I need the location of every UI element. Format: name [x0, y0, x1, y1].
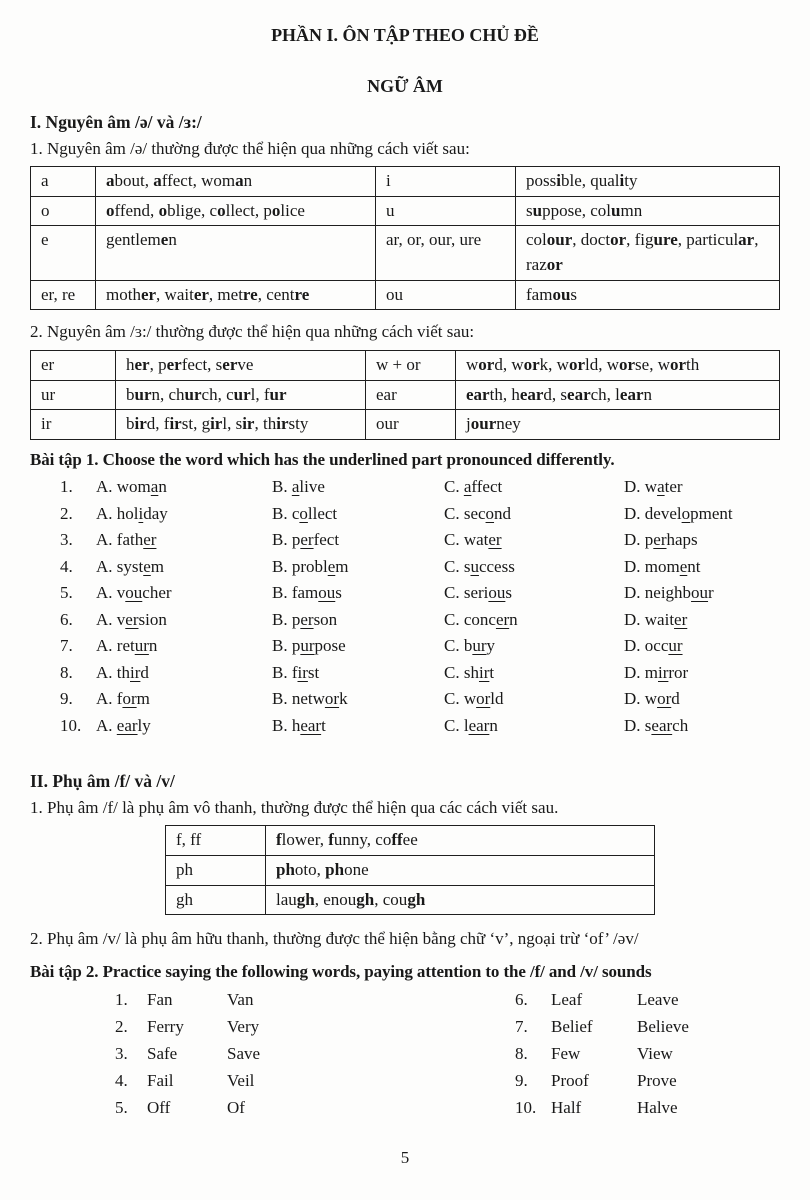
f-table-cell: ph [166, 856, 266, 886]
word-pair-row [115, 990, 515, 1017]
exercise1-option: A. system [96, 556, 165, 576]
schwa-table-cell: gentlemen [96, 226, 376, 280]
exercise1-option: A. third [96, 662, 149, 682]
schwa-table-cell: mother, waiter, metre, centre [96, 280, 376, 310]
exercise1-option: 2. [60, 503, 73, 523]
er-table-cell: ir [31, 410, 116, 440]
exercise2-heading: Bài tập 2. Practice saying the following words, paying attention to the /f/ and /v/ sounds [30, 961, 652, 981]
word-pair-cell: 1. [115, 990, 128, 1010]
schwa-table-cell: about, affect, woman [96, 167, 376, 197]
word-pair-cell: Safe [147, 1044, 178, 1064]
exercise1-option: 5. [60, 583, 73, 603]
f-table-cell: f, ff [166, 826, 266, 856]
word-pair-cell: 3. [115, 1044, 128, 1064]
exercise1-option: D. mirror [624, 662, 689, 682]
exercise1-option: A. early [96, 715, 151, 735]
exercise1-item [60, 477, 780, 504]
word-pair-cell: Ferry [147, 1017, 184, 1037]
exercise1-option: A. return [96, 636, 158, 656]
er-table-cell: journey [456, 410, 780, 440]
word-pair-cell: 5. [115, 1098, 128, 1118]
exercise1-option: 9. [60, 689, 73, 709]
f-table-row [166, 826, 655, 856]
word-pair-cell: Half [551, 1098, 582, 1118]
word-pair-cell: Off [147, 1098, 171, 1118]
word-pair-cell: 8. [515, 1044, 528, 1064]
exercise1-option: A. holiday [96, 503, 168, 523]
exercise1-option: C. success [444, 556, 515, 576]
exercise1-option: A. version [96, 609, 167, 629]
schwa-table-row [31, 167, 780, 197]
er-vowel-spelling-table [30, 350, 780, 440]
exercise1-option: B. collect [272, 503, 338, 523]
exercise1-option: 7. [60, 636, 73, 656]
exercise1-item [60, 504, 780, 531]
word-pair-cell: Halve [637, 1098, 678, 1118]
word-pair-row [515, 1098, 689, 1125]
word-pair-row [115, 1017, 515, 1044]
er-table-cell: earth, heard, search, learn [456, 380, 780, 410]
er-table-cell: word, work, world, worse, worth [456, 351, 780, 381]
exercise1-option: B. alive [272, 477, 325, 497]
exercise1-option: A. woman [96, 477, 167, 497]
word-pair-cell: Van [227, 990, 254, 1010]
schwa-table-cell: i [376, 167, 516, 197]
topic-title: NGỮ ÂM [367, 76, 443, 97]
schwa-table-cell: u [376, 196, 516, 226]
exercise1-option: A. father [96, 530, 157, 550]
word-pair-cell: Very [227, 1017, 260, 1037]
f-table-cell: gh [166, 885, 266, 915]
exercise1-item [60, 583, 780, 610]
exercise1-item [60, 610, 780, 637]
exercise1-option: D. development [624, 503, 733, 523]
exercise1-item [60, 716, 780, 743]
word-pair-row [115, 1071, 515, 1098]
exercise1-option: B. famous [272, 583, 342, 603]
word-pair-row [515, 1071, 689, 1098]
er-table-cell: w + or [366, 351, 456, 381]
f-table-cell: photo, phone [266, 856, 655, 886]
exercise1-option: B. purpose [272, 636, 346, 656]
er-table-cell: burn, church, curl, fur [116, 380, 366, 410]
exercise1-list [60, 477, 780, 742]
word-pair-cell: Belief [551, 1017, 593, 1037]
word-pair-cell: 10. [515, 1098, 537, 1118]
exercise1-option: D. moment [624, 556, 701, 576]
f-table-row [166, 885, 655, 915]
f-consonant-spelling-table [165, 825, 655, 915]
exercise1-option: D. search [624, 715, 689, 735]
schwa-table-cell: possible, quality [516, 167, 780, 197]
exercise1-option: 8. [60, 662, 73, 682]
word-pair-cell: Fan [147, 990, 173, 1010]
exercise1-option: D. perhaps [624, 530, 698, 550]
er-table-row [31, 380, 780, 410]
exercise1-item [60, 530, 780, 557]
exercise1-option: C. learn [444, 715, 498, 735]
section1-intro-2: 2. Nguyên âm /ɜ:/ thường được thể hiện qua những cách viết sau: [30, 322, 475, 342]
exercise1-option: 4. [60, 556, 73, 576]
schwa-table-row [31, 196, 780, 226]
word-pair-cell: Leave [637, 990, 679, 1010]
word-pair-cell: 4. [115, 1071, 128, 1091]
exercise1-option: D. water [624, 477, 683, 497]
f-table-cell: flower, funny, coffee [266, 826, 655, 856]
word-pair-cell: View [637, 1044, 673, 1064]
word-pair-cell: Fail [147, 1071, 174, 1091]
exercise1-option: B. person [272, 609, 338, 629]
word-pair-row [115, 1044, 515, 1071]
word-pair-cell: Veil [227, 1071, 255, 1091]
schwa-table-cell: offend, oblige, collect, police [96, 196, 376, 226]
er-table-cell: bird, first, girl, sir, thirsty [116, 410, 366, 440]
exercise1-option: C. concern [444, 609, 518, 629]
page-number: 5 [400, 1148, 410, 1167]
er-table-cell: ur [31, 380, 116, 410]
schwa-table-cell: famous [516, 280, 780, 310]
exercise1-option: C. serious [444, 583, 513, 603]
word-pair-cell: Few [551, 1044, 581, 1064]
word-pair-cell: 6. [515, 990, 528, 1010]
exercise1-option: D. occur [624, 636, 683, 656]
exercise1-option: 1. [60, 477, 73, 497]
word-pair-cell: 7. [515, 1017, 528, 1037]
exercise1-item [60, 557, 780, 584]
section1-heading: I. Nguyên âm /ə/ và /ɜ:/ [30, 111, 202, 132]
exercise2-list [115, 990, 780, 1125]
part-title: PHẦN I. ÔN TẬP THEO CHỦ ĐỀ [271, 25, 539, 45]
er-table-row [31, 351, 780, 381]
exercise1-option: C. world [444, 689, 504, 709]
word-pair-cell: Of [227, 1098, 245, 1118]
er-table-cell: her, perfect, serve [116, 351, 366, 381]
word-pair-cell: Believe [637, 1017, 689, 1037]
section2-intro-1: 1. Phụ âm /f/ là phụ âm vô thanh, thường được thể hiện qua các cách viết sau. [30, 797, 559, 817]
exercise1-option: C. second [444, 503, 512, 523]
word-pair-cell: 9. [515, 1071, 528, 1091]
exercise1-option: D. word [624, 689, 680, 709]
exercise1-option: C. affect [444, 477, 503, 497]
exercise1-item [60, 663, 780, 690]
word-pair-row [115, 1098, 515, 1125]
exercise1-option: C. water [444, 530, 502, 550]
word-pair-cell: 2. [115, 1017, 128, 1037]
er-table-cell: our [366, 410, 456, 440]
schwa-table-row [31, 280, 780, 310]
schwa-table-cell: ou [376, 280, 516, 310]
exercise1-option: 3. [60, 530, 73, 550]
exercise1-item [60, 689, 780, 716]
section2-intro-2: 2. Phụ âm /v/ là phụ âm hữu thanh, thường được thể hiện bằng chữ ‘v’, ngoại trừ ‘of’ /əv/ [30, 929, 639, 949]
exercise1-option: B. first [272, 662, 320, 682]
word-pair-row [515, 990, 689, 1017]
exercise1-option: D. waiter [624, 609, 688, 629]
exercise1-option: D. neighbour [624, 583, 714, 603]
schwa-table-cell: er, re [31, 280, 96, 310]
exercise1-option: 6. [60, 609, 73, 629]
word-pair-row [515, 1044, 689, 1071]
schwa-table-cell: suppose, column [516, 196, 780, 226]
word-pair-cell: Proof [551, 1071, 589, 1091]
er-table-row [31, 410, 780, 440]
f-table-cell: laugh, enough, cough [266, 885, 655, 915]
exercise1-heading: Bài tập 1. Choose the word which has the underlined part pronounced differently. [30, 449, 615, 469]
exercise1-option: 10. [60, 715, 82, 735]
section2-heading: II. Phụ âm /f/ và /v/ [30, 771, 175, 792]
exercise1-item [60, 636, 780, 663]
exercise1-option: A. form [96, 689, 150, 709]
word-pair-cell: Save [227, 1044, 261, 1064]
schwa-table-cell: o [31, 196, 96, 226]
word-pair-cell: Leaf [551, 990, 583, 1010]
exercise2-right-column [515, 990, 689, 1125]
exercise1-option: B. problem [272, 556, 349, 576]
word-pair-cell: Prove [637, 1071, 677, 1091]
exercise2-left-column [115, 990, 515, 1125]
exercise1-option: A. voucher [96, 583, 172, 603]
word-pair-row [515, 1017, 689, 1044]
schwa-table-cell: e [31, 226, 96, 280]
exercise1-option: B. network [272, 689, 348, 709]
exercise1-option: C. shirt [444, 662, 495, 682]
schwa-table-cell: ar, or, our, ure [376, 226, 516, 280]
schwa-table-cell: colour, doctor, figure, particular, razor [516, 226, 780, 280]
er-table-cell: er [31, 351, 116, 381]
er-table-cell: ear [366, 380, 456, 410]
schwa-table-row [31, 226, 780, 280]
exercise1-option: B. heart [272, 715, 326, 735]
schwa-table-cell: a [31, 167, 96, 197]
section1-intro-1: 1. Nguyên âm /ə/ thường được thể hiện qua những cách viết sau: [30, 138, 470, 158]
f-table-row [166, 856, 655, 886]
exercise1-option: B. perfect [272, 530, 340, 550]
schwa-spelling-table [30, 166, 780, 310]
exercise1-option: C. bury [444, 636, 496, 656]
